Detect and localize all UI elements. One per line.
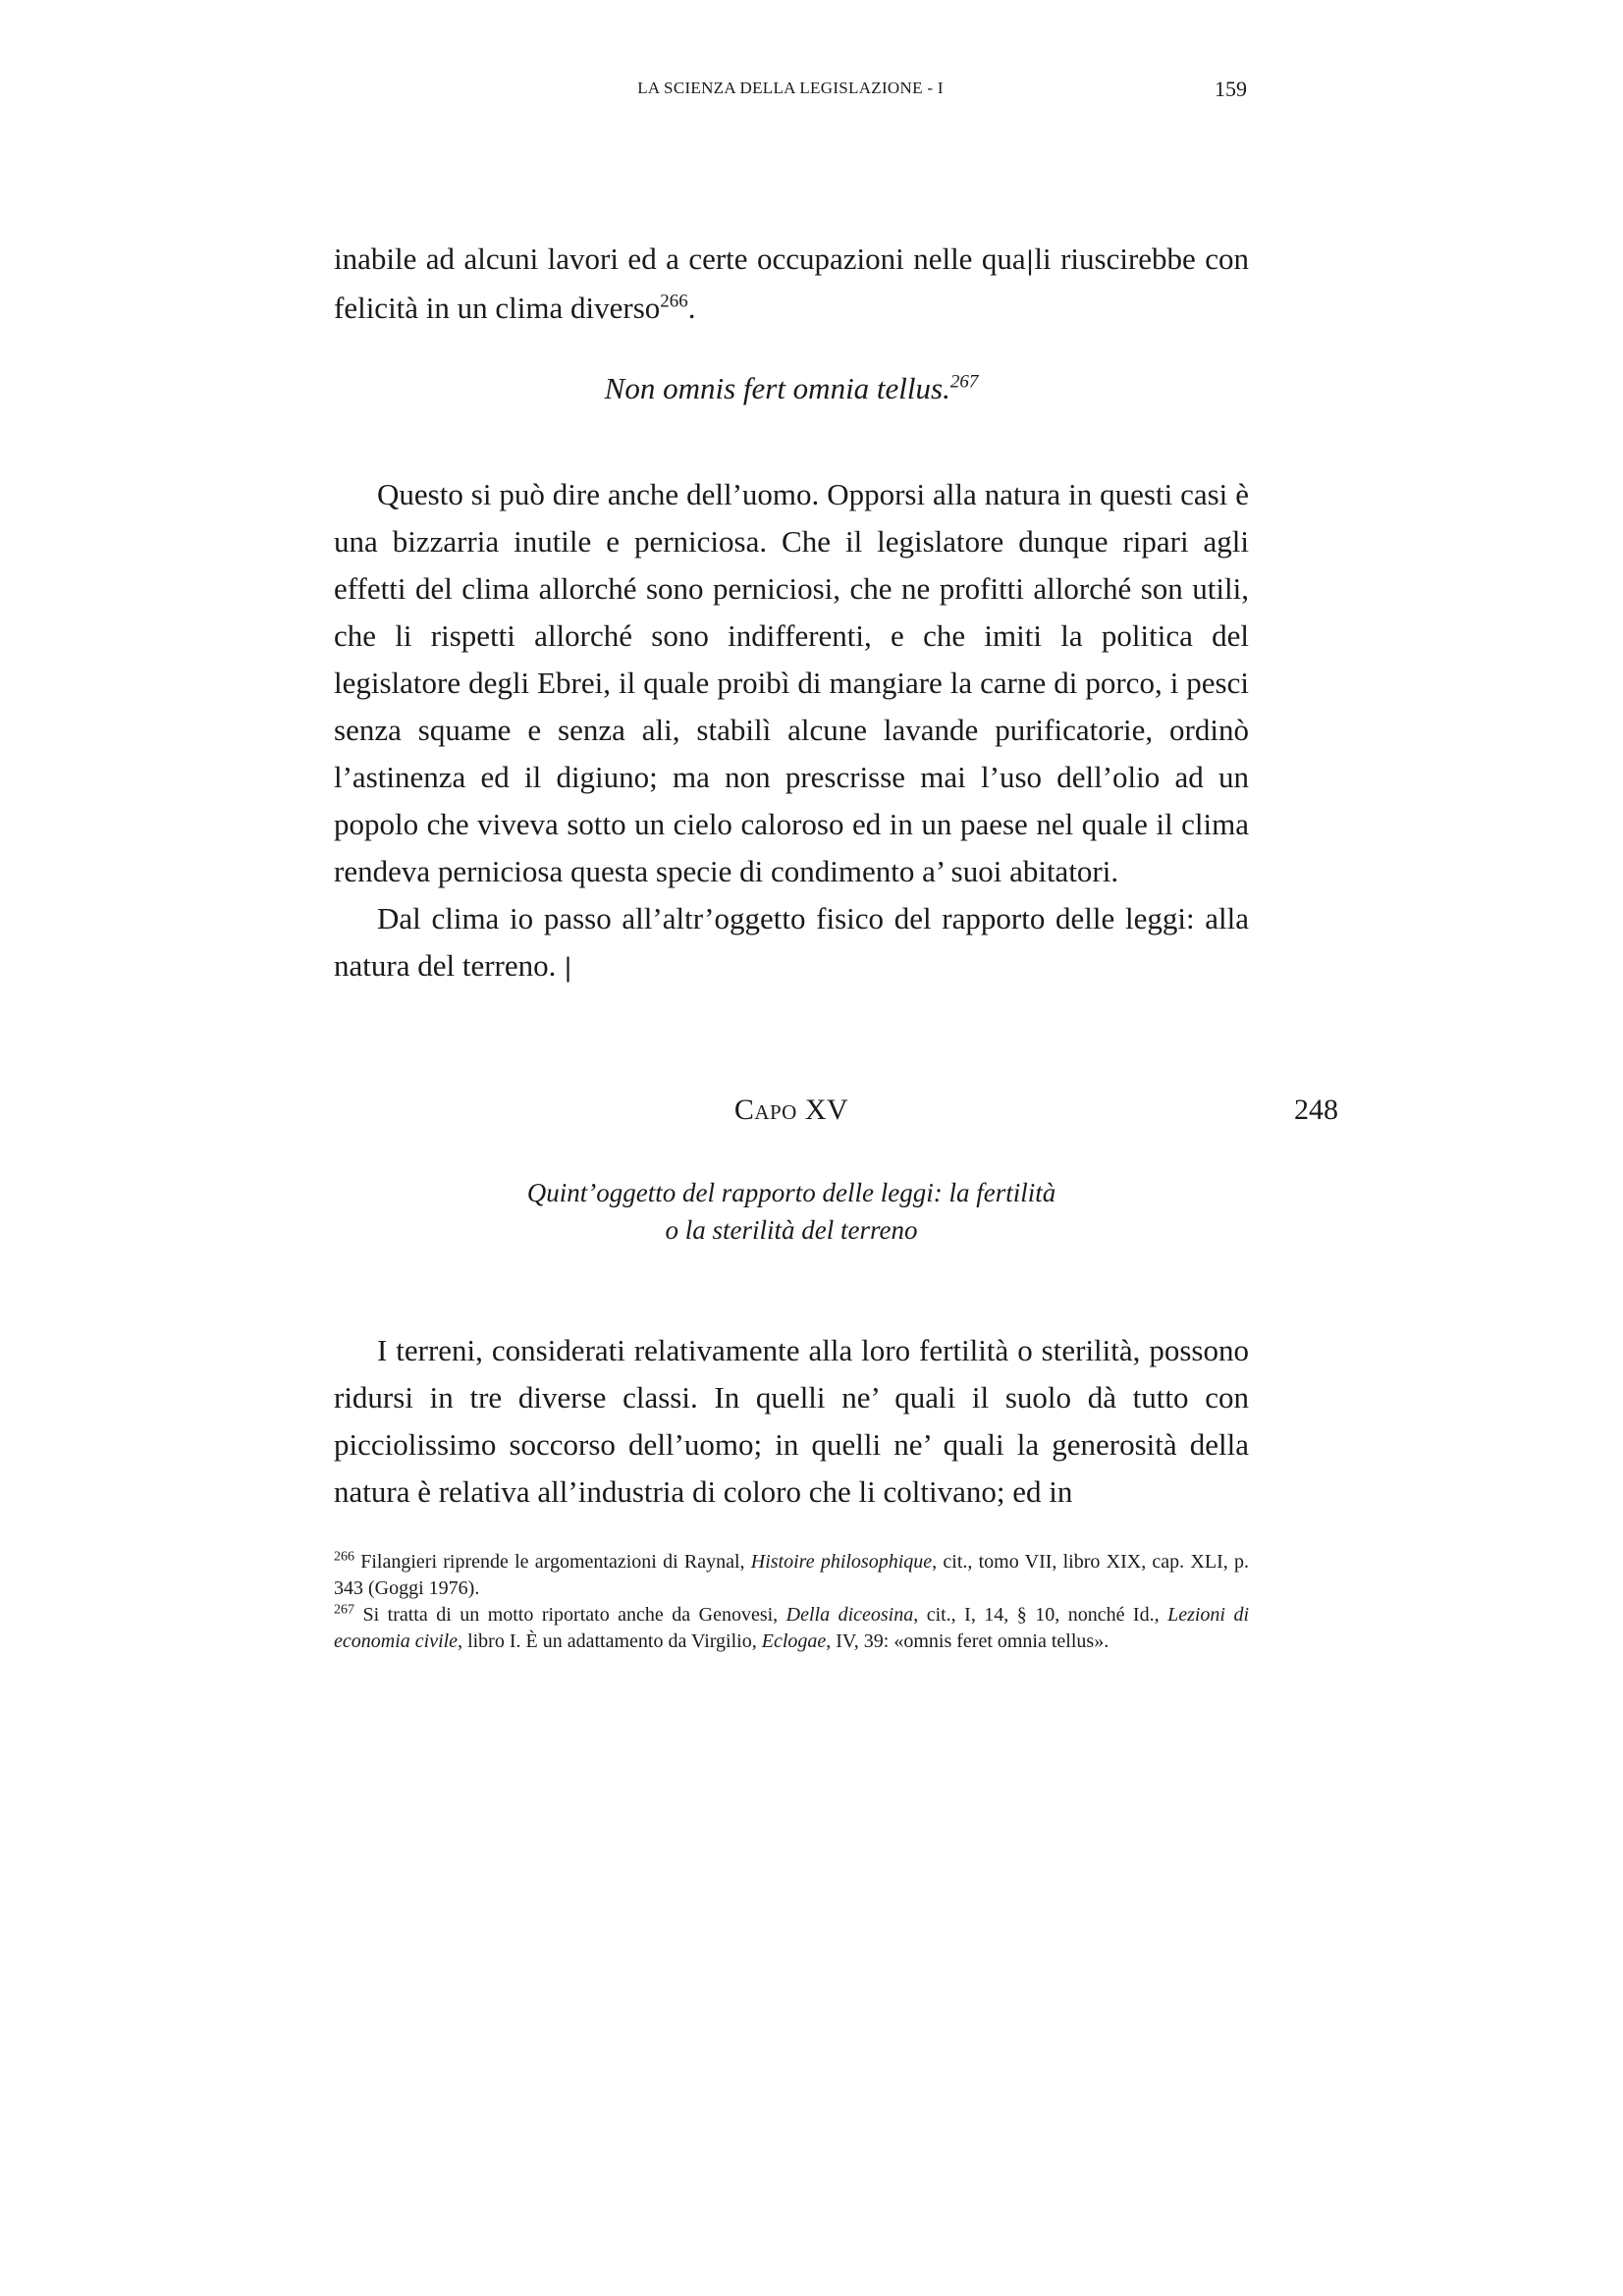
footnote-266: [334, 1549, 1249, 1602]
chapter-opening-paragraph: I terreni, considerati relativamente alla loro fertilità o sterilità, possono ridursi in tre diverse classi. In quelli ne’ quali il suolo dà tutto con picciolissimo soccorso dell’uomo; in quelli ne’ quali la generosità della natura è relativa all’industria di coloro che li coltivano; ed in: [334, 1333, 1249, 1509]
chapter-title: Capo XV: [733, 1094, 849, 1126]
paragraph-final: [334, 895, 1249, 991]
footnote-number: 266: [334, 1549, 354, 1565]
footnote-text: Filangieri riprende le argomentazioni di Raynal,: [360, 1551, 751, 1573]
margin-page-number: 248: [1294, 1094, 1338, 1126]
main-text-block: [334, 471, 1249, 991]
footnote-work-title: Histoire philosophique: [750, 1551, 933, 1573]
line-break-marker: |: [1025, 246, 1035, 276]
footnote-267: [334, 1602, 1249, 1655]
chapter-subtitle-line-2: o la sterilità del terreno: [665, 1215, 918, 1245]
continuation-paragraph: [334, 236, 1249, 332]
footnote-ref-267[interactable]: 267: [949, 371, 979, 393]
footnote-text: , cit., tomo VII, libro XIX, cap. XLI, p. 343 (Goggi 1976).: [334, 1551, 1249, 1599]
running-title: LA SCIENZA DELLA LEGISLAZIONE - I: [637, 79, 944, 97]
footnote-text: , libro I. È un adattamento da Virgilio,: [458, 1630, 762, 1652]
footnote-text: , cit., I, 14, § 10, nonché Id.,: [913, 1604, 1168, 1626]
latin-motto: [334, 365, 1249, 412]
footnotes: [334, 1549, 1249, 1655]
paragraph-text: Dal clima io passo all’altr’oggetto fisico del rapporto delle leggi: alla natura del terreno.: [334, 901, 1249, 983]
chapter-subtitle-line-1: Quint’oggetto del rapporto delle leggi: la fertilità: [526, 1178, 1056, 1207]
paragraph: Questo si può dire anche dell’uomo. Opporsi alla natura in questi casi è una bizzarria inutile e perniciosa. Che il legislatore dunque ripari agli effetti del clima allorché sono perniciosi, che ne profitti allorché son utili, che li rispetti allorché sono indifferenti, e che imiti la politica del legislatore degli Ebrei, il quale proibì di mangiare la carne di porco, i pesci senza squame e senza ali, stabilì alcune lavande purificatorie, ordinò l’astinenza ed il digiuno; ma non prescrisse mai l’uso dell’olio ad un popolo che viveva sotto un cielo caloroso ed in un paese nel quale il clima rendeva perniciosa questa specie di condimento a’ suoi abitatori.: [334, 477, 1249, 888]
motto-text: Non omnis fert omnia tellus.: [604, 371, 950, 405]
footnote-ref-266[interactable]: 266: [660, 291, 688, 312]
footnote-work-title: Lezioni di economia civile: [334, 1604, 1250, 1652]
footnote-work-title: Eclogae: [761, 1630, 827, 1652]
chapter-body: [334, 1327, 1249, 1516]
continuation-text-a: inabile ad alcuni lavori ed a certe occupazioni nelle qua: [334, 241, 1026, 276]
continuation-text-c: .: [687, 291, 696, 325]
page-number: 159: [1215, 77, 1247, 101]
chapter-subtitle: [334, 1174, 1249, 1249]
page-break-marker: |: [564, 953, 572, 983]
footnote-work-title: Della diceosina: [785, 1604, 914, 1626]
running-header: [334, 79, 1247, 108]
footnote-number: 267: [334, 1602, 354, 1618]
continuation-text-b: li riuscirebbe con felicità in un clima diverso: [334, 241, 1250, 325]
footnote-text: Si tratta di un motto riportato anche da Genovesi,: [362, 1604, 786, 1626]
footnote-text: , IV, 39: «omnis feret omnia tellus».: [826, 1630, 1109, 1652]
